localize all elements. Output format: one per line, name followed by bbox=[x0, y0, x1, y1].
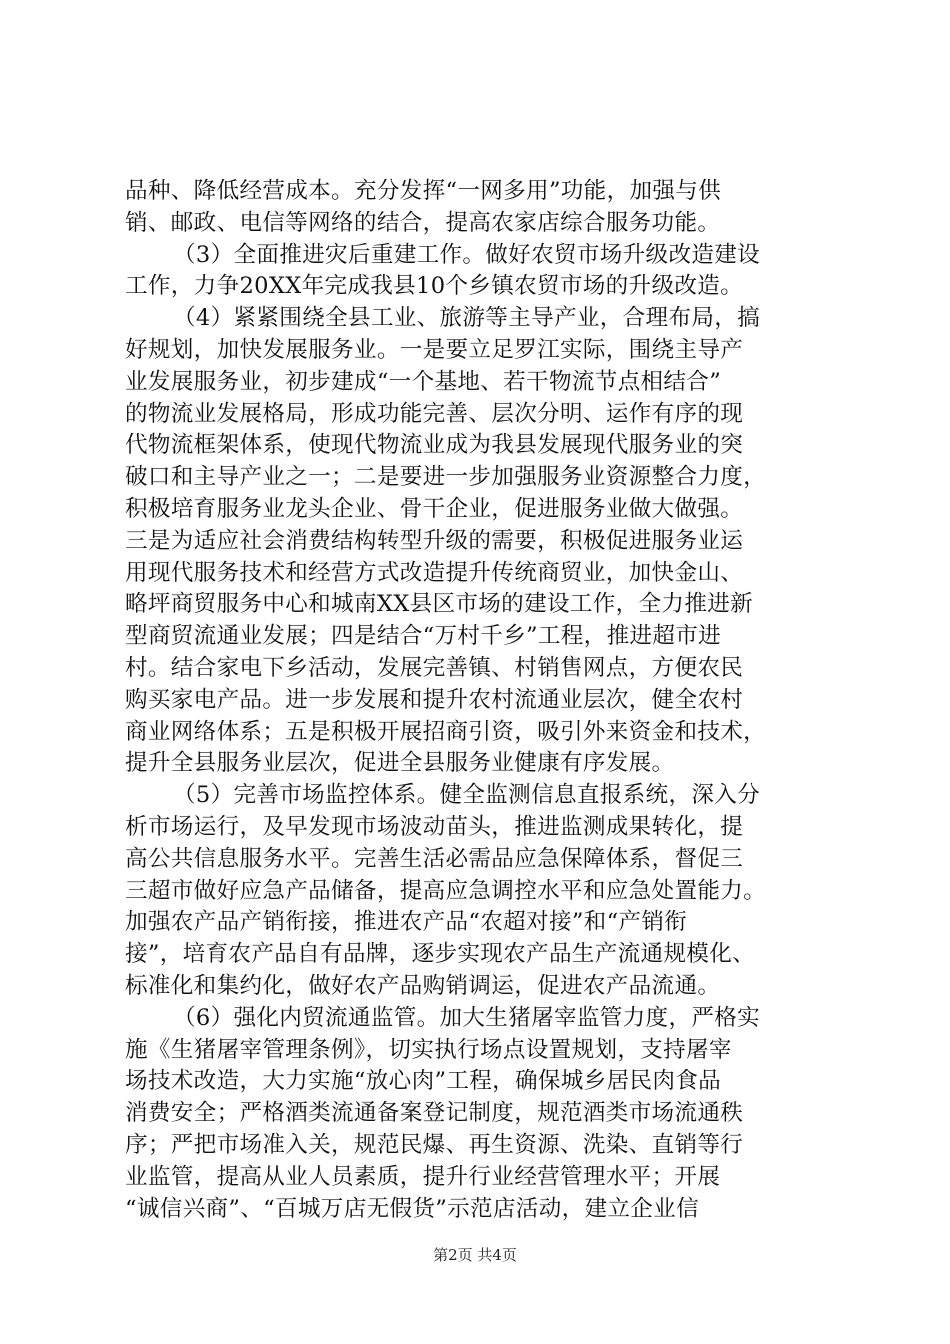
text-line: 提升全县服务业层次，促进全县服务业健康有序发展。 bbox=[125, 750, 675, 777]
text-line: 三是为适应社会消费结构转型升级的需要，积极促进服务业运 bbox=[125, 527, 744, 554]
text-line: 商业网络体系；五是积极开展招商引资，吸引外来资金和技术， bbox=[125, 718, 767, 745]
text-line: 加强农产品产销衔接，推进农产品“农超对接”和“产销衔 bbox=[125, 909, 688, 936]
text-line: 三超市做好应急产品储备，提高应急调控水平和应急处置能力。 bbox=[125, 877, 767, 904]
text-line: 消费安全；严格酒类流通备案登记制度，规范酒类市场流通秩 bbox=[125, 1100, 744, 1127]
text-line: 破口和主导产业之一；二是要进一步加强服务业资源整合力度， bbox=[125, 464, 767, 491]
document-body bbox=[125, 176, 835, 1225]
text-line: 购买家电产品。进一步发展和提升农村流通业层次，健全农村 bbox=[125, 686, 744, 713]
text-line: 的物流业发展格局，形成功能完善、层次分明、运作有序的现 bbox=[125, 400, 744, 427]
text-line: 业监管，提高从业人员素质，提升行业经营管理水平；开展 bbox=[125, 1163, 721, 1190]
text-line: 业发展服务业，初步建成“一个基地、若干物流节点相结合” bbox=[125, 368, 722, 395]
text-line: 高公共信息服务水平。完善生活必需品应急保障体系，督促三 bbox=[125, 845, 744, 872]
text-line: （5）完善市场监控体系。健全监测信息直报系统，深入分 bbox=[173, 782, 761, 809]
text-line: 积极培育服务业龙头企业、骨干企业，促进服务业做大做强。 bbox=[125, 495, 744, 522]
text-line: 标准化和集约化，做好农产品购销调运，促进农产品流通。 bbox=[125, 972, 721, 999]
text-line: 好规划，加快发展服务业。一是要立足罗江实际，围绕主导产 bbox=[125, 336, 744, 363]
text-line: 施《生猪屠宰管理条例》，切实执行场点设置规划，支持屠宰 bbox=[125, 1036, 732, 1063]
text-line: 接”，培育农产品自有品牌，逐步实现农产品生产流通规模化、 bbox=[125, 941, 755, 968]
text-line: 序；严把市场准入关，规范民爆、再生资源、洗染、直销等行 bbox=[125, 1131, 744, 1158]
text-line: 场技术改造，大力实施“放心肉”工程，确保城乡居民肉食品 bbox=[125, 1068, 722, 1095]
text-line: 略坪商贸服务中心和城南XX县区市场的建设工作，全力推进新 bbox=[125, 591, 754, 618]
text-line: 销、邮政、电信等网络的结合，提高农家店综合服务功能。 bbox=[125, 209, 721, 236]
text-line: 工作，力争20XX年完成我县10个乡镇农贸市场的升级改造。 bbox=[125, 273, 744, 300]
text-line: （6）强化内贸流通监管。加大生猪屠宰监管力度，严格实 bbox=[173, 1004, 761, 1031]
text-line: 品种、降低经营成本。充分发挥“一网多用”功能，加强与供 bbox=[125, 178, 722, 204]
text-line: 村。结合家电下乡活动，发展完善镇、村销售网点，方便农民 bbox=[125, 654, 744, 681]
text-line: “诚信兴商”、“百城万店无假货”示范店活动，建立企业信 bbox=[125, 1195, 699, 1222]
text-line: （3）全面推进灾后重建工作。做好农贸市场升级改造建设 bbox=[173, 241, 761, 268]
text-line: 析市场运行，及早发现市场波动苗头，推进监测成果转化，提 bbox=[125, 813, 744, 840]
text-line: 代物流框架体系，使现代物流业成为我县发展现代服务业的突 bbox=[125, 432, 744, 459]
text-line: 型商贸流通业发展；四是结合“万村千乡”工程，推进超市进 bbox=[125, 623, 722, 650]
text-line: （4）紧紧围绕全县工业、旅游等主导产业，合理布局，搞 bbox=[173, 305, 761, 332]
text-line: 用现代服务技术和经营方式改造提升传统商贸业，加快金山、 bbox=[125, 559, 744, 586]
page-number-footer: 第2页 共4页 bbox=[433, 1246, 517, 1264]
